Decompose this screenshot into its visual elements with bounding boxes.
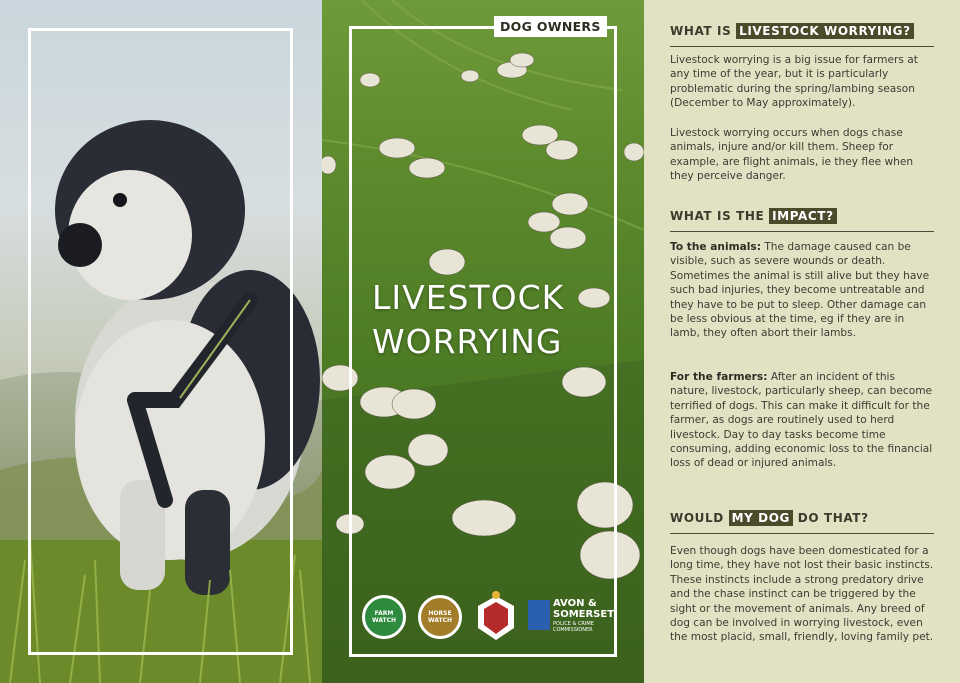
impact-animals-text: The damage caused can be visible, such as severe wounds or death. Sometimes the animal is still alive but they have such bad injuries, they become untreatable and they have to be put to sleep. Other damage can be less obvious at the time, eg if they are in lamb, they often abort their lambs. bbox=[670, 241, 930, 340]
horse-watch-logo-badge: HORSE WATCH bbox=[418, 595, 462, 639]
cover-title bbox=[372, 276, 612, 364]
impact-heading-highlight: IMPACT? bbox=[769, 208, 837, 224]
my-dog-heading-pre: WOULD bbox=[670, 511, 724, 525]
impact-animals-label: To the animals: bbox=[670, 241, 761, 253]
what-is-para2: Livestock worrying occurs when dogs chase animals, injure and/or kill them. Sheep for example, are flight animals, ie they flee when they perceive danger. bbox=[670, 127, 914, 183]
avon-somerset-pcc-logo bbox=[528, 598, 623, 640]
police-crest-logo bbox=[474, 590, 518, 647]
my-dog-heading-post: DO THAT? bbox=[797, 511, 869, 525]
partner-logos bbox=[360, 590, 620, 650]
cover-title-line2: WORRYING bbox=[372, 322, 563, 361]
asc-logo-line3: POLICE & CRIME COMMISSIONER bbox=[553, 621, 594, 633]
cover-panel bbox=[322, 0, 644, 683]
what-is-heading-highlight: LIVESTOCK WORRYING? bbox=[736, 23, 914, 39]
dog-owners-tag: DOG OWNERS bbox=[494, 16, 607, 37]
horse-watch-logo bbox=[418, 595, 462, 639]
impact-animals-para bbox=[670, 240, 936, 341]
my-dog-heading-highlight: MY DOG bbox=[729, 510, 793, 526]
dog-photo-panel bbox=[0, 0, 322, 683]
farm-watch-logo-badge: FARM WATCH bbox=[362, 595, 406, 639]
impact-farmers-text: After an incident of this nature, livestock, particularly sheep, can become terrified of dogs. This can make it difficult for the farmer, as dogs are routinely used to herd livestock. Day to day tasks become time consuming, adding economic loss to the financial loss of dead or injured animals. bbox=[670, 371, 933, 470]
info-panel bbox=[644, 0, 960, 683]
avon-somerset-map-icon bbox=[528, 600, 550, 630]
impact-farmers-para bbox=[670, 370, 936, 471]
impact-heading bbox=[670, 209, 934, 232]
farm-watch-logo bbox=[362, 595, 406, 639]
my-dog-heading bbox=[670, 511, 934, 534]
asc-logo-line2: SOMERSET bbox=[553, 609, 615, 620]
asc-logo-line1: AVON & bbox=[553, 598, 597, 609]
police-crest-icon bbox=[474, 590, 518, 642]
my-dog-para: Even though dogs have been domesticated for a long time, they have not lost their basic instincts. These instincts include a strong predatory drive and the chase instinct can be triggered by the sight or the movement of animals. Any breed of dog can be involved in worrying livestock, even the most placid, small, friendly, loving family pet. bbox=[670, 545, 934, 644]
what-is-heading bbox=[670, 24, 934, 47]
what-is-heading-pre: WHAT IS bbox=[670, 24, 732, 38]
impact-farmers-label: For the farmers: bbox=[670, 371, 768, 383]
what-is-para1: Livestock worrying is a big issue for farmers at any time of the year, but it is particularly problematic during the spring/lambing season (December to May approximately). bbox=[670, 54, 918, 110]
cover-title-line1: LIVESTOCK bbox=[372, 278, 565, 317]
dog-photo-frame bbox=[28, 28, 293, 655]
impact-heading-pre: WHAT IS THE bbox=[670, 209, 765, 223]
